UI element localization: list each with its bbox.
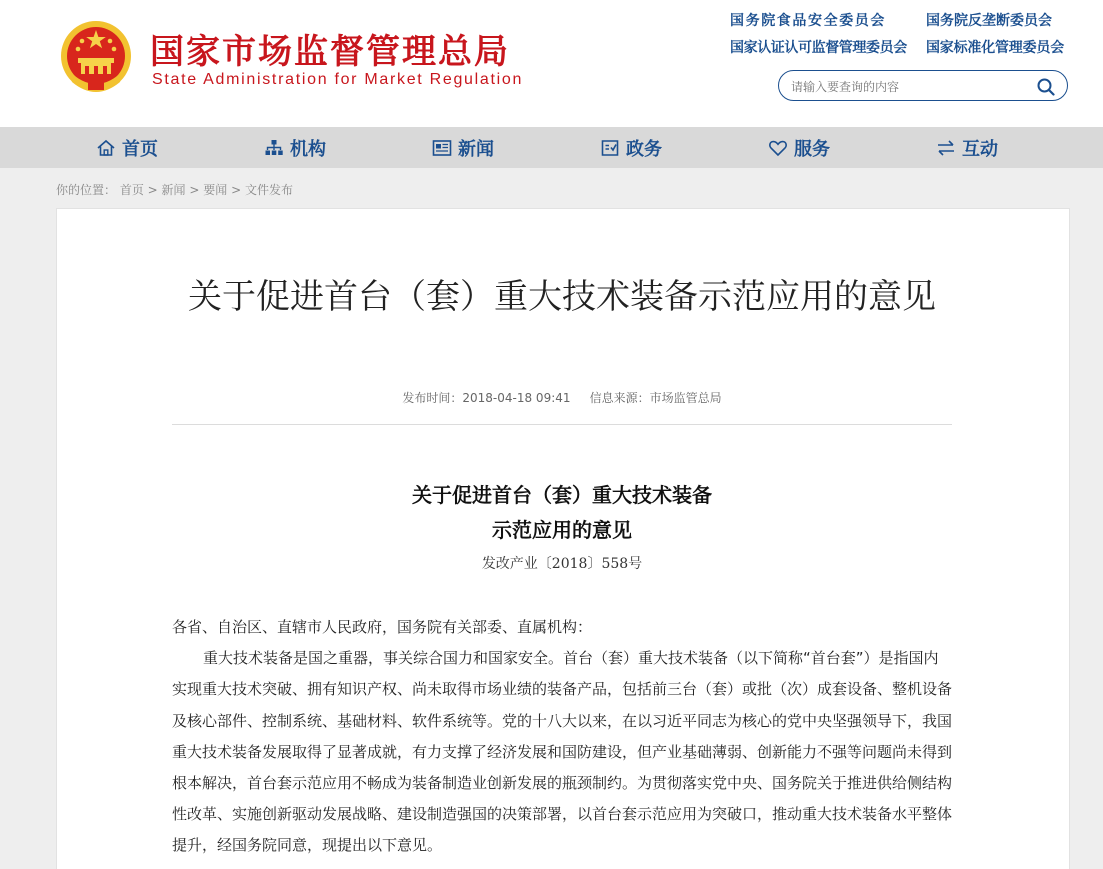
breadcrumb-news[interactable]: 新闻 bbox=[161, 183, 186, 197]
home-icon bbox=[96, 138, 116, 158]
document-title bbox=[172, 478, 952, 548]
article-title: 关于促进首台（套）重大技术装备示范应用的意见 bbox=[188, 277, 936, 317]
top-link-anti-monopoly[interactable]: 国务院反垄断委员会 bbox=[926, 13, 1052, 29]
divider bbox=[172, 424, 952, 425]
nav-item-organization[interactable] bbox=[264, 127, 326, 168]
source-label: 信息来源： bbox=[589, 391, 650, 405]
nav-item-services[interactable] bbox=[768, 127, 830, 168]
nav-item-label: 机构 bbox=[290, 138, 326, 160]
search-input[interactable] bbox=[789, 76, 1033, 98]
breadcrumb-separator: > bbox=[227, 183, 245, 197]
publish-time: 2018-04-18 09:41 bbox=[462, 391, 571, 405]
breadcrumb bbox=[56, 181, 293, 198]
breadcrumb-home[interactable]: 首页 bbox=[119, 183, 144, 197]
heart-icon bbox=[768, 138, 788, 158]
newspaper-icon bbox=[432, 138, 452, 158]
nav-item-label: 服务 bbox=[794, 138, 830, 160]
paragraph: 重大技术装备是国之重器，事关综合国力和国家安全。首台（套）重大技术装备（以下简称“首台套”）是指国内实现重大技术突破、拥有知识产权、尚未取得市场业绩的装备产品，包括前三台（套）或批（次）成套设备、整机设备及核心部件、控制系统、基础材料、软件系统等。党的十八大以来，在以习近平同志为核心的党中央坚强领导下，我国重大技术装备发展取得了显著成就，有力支撑了经济发展和国防建设，但产业基础薄弱、创新能力不强等问题尚未得到根本解决，首台套示范应用不畅成为装备制造业创新发展的瓶颈制约。为贯彻落实党中央、国务院关于推进供给侧结构性改革、实施创新驱动发展战略、建设制造强国的决策部署，以首台套示范应用为突破口，推动重大技术装备水平整体提升，经国务院同意，现提出以下意见。 bbox=[172, 649, 953, 855]
breadcrumb-headlines[interactable]: 要闻 bbox=[203, 183, 228, 197]
document-number: 发改产业〔2018〕558号 bbox=[481, 556, 643, 572]
top-link-certification[interactable]: 国家认证认可监督管理委员会 bbox=[730, 40, 907, 56]
nav-item-interaction[interactable] bbox=[936, 127, 998, 168]
search-box bbox=[778, 70, 1068, 101]
source: 市场监管总局 bbox=[649, 391, 722, 405]
nav-item-label: 政务 bbox=[626, 138, 662, 160]
article-body bbox=[172, 612, 952, 862]
top-link-standardization[interactable]: 国家标准化管理委员会 bbox=[926, 40, 1064, 56]
breadcrumb-separator: > bbox=[143, 183, 162, 197]
document-title-line: 关于促进首台（套）重大技术装备 bbox=[412, 483, 712, 507]
document-title-line: 示范应用的意见 bbox=[492, 518, 632, 542]
publish-time-label: 发布时间： bbox=[402, 391, 463, 405]
search-icon[interactable] bbox=[1037, 78, 1055, 96]
nav-item-government-affairs[interactable] bbox=[600, 127, 662, 168]
nav-item-label: 首页 bbox=[122, 138, 158, 160]
breadcrumb-document-release[interactable]: 文件发布 bbox=[244, 183, 293, 197]
org-chart-icon bbox=[264, 138, 284, 158]
site-title-en[interactable]: State Administration for Market Regulation bbox=[152, 71, 524, 88]
site-header bbox=[0, 0, 1103, 127]
breadcrumb-separator: > bbox=[185, 183, 204, 197]
top-link-food-safety[interactable]: 国务院食品安全委员会 bbox=[730, 13, 886, 29]
salutation: 各省、自治区、直辖市人民政府，国务院有关部委、直属机构： bbox=[172, 618, 593, 636]
government-affairs-icon bbox=[600, 138, 620, 158]
nav-item-label: 互动 bbox=[962, 138, 998, 160]
site-title-cn[interactable]: 国家市场监督管理总局 bbox=[150, 32, 510, 72]
national-emblem-icon[interactable] bbox=[60, 18, 132, 94]
nav-item-label: 新闻 bbox=[458, 138, 494, 160]
main-nav bbox=[0, 127, 1103, 168]
article-meta bbox=[172, 389, 952, 406]
exchange-arrows-icon bbox=[936, 138, 956, 158]
breadcrumb-prefix: 你的位置： bbox=[56, 183, 117, 197]
nav-item-home[interactable] bbox=[96, 127, 158, 168]
nav-item-news[interactable] bbox=[432, 127, 494, 168]
